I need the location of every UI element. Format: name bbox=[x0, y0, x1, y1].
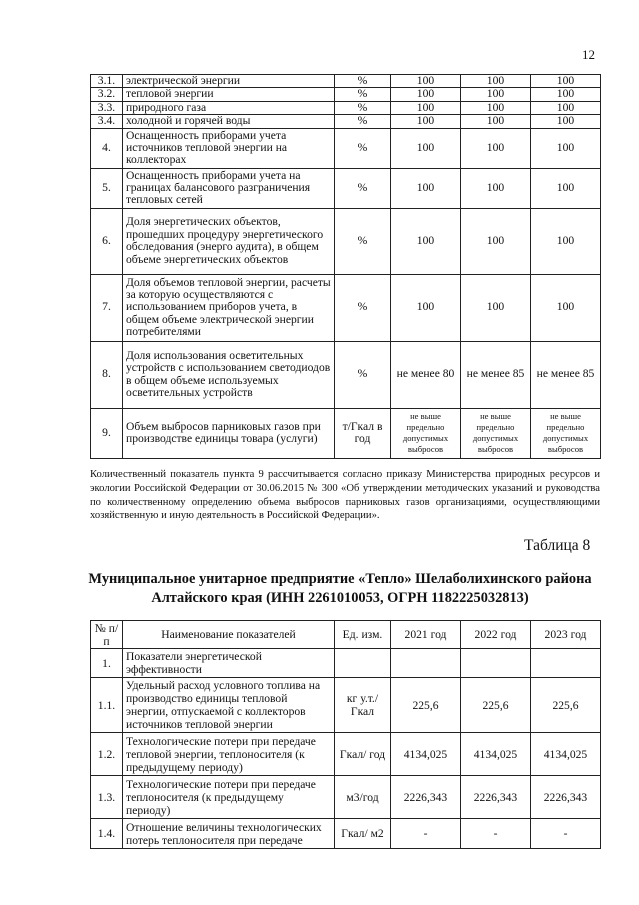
row-value-2023 bbox=[531, 649, 601, 678]
table-label: Таблица 8 bbox=[524, 537, 591, 554]
row-value-2021: не выше предельно допустимых выбросов bbox=[391, 408, 461, 458]
table-row bbox=[91, 341, 601, 408]
enterprise-indicators-table bbox=[90, 620, 601, 849]
row-value-2023: 100 bbox=[531, 75, 601, 88]
row-indicator: тепловой энергии bbox=[123, 88, 335, 101]
row-number: 1. bbox=[91, 649, 123, 678]
row-value-2022 bbox=[461, 649, 531, 678]
row-indicator: Технологические потери при передаче теплоносителя (к предыдущему периоду) bbox=[123, 776, 335, 819]
table-row bbox=[91, 776, 601, 819]
row-indicator: Отношение величины технологических потерь теплоносителя при передаче bbox=[123, 819, 335, 849]
row-number: 6. bbox=[91, 208, 123, 274]
row-unit: % bbox=[335, 128, 391, 168]
row-value-2023: - bbox=[531, 819, 601, 849]
row-value-2022: 100 bbox=[461, 208, 531, 274]
row-number: 3.4. bbox=[91, 115, 123, 128]
table-row bbox=[91, 733, 601, 776]
row-indicator: Технологические потери при передаче тепловой энергии, теплоносителя (к предыдущему периоду) bbox=[123, 733, 335, 776]
row-number: 3.3. bbox=[91, 101, 123, 114]
row-value-2022: не менее 85 bbox=[461, 341, 531, 408]
row-indicator: Доля объемов тепловой энергии, расчеты за которую осуществляются с использованием приборов учета, в общем объеме электрической энергии потребителями bbox=[123, 274, 335, 341]
row-indicator: Доля энергетических объектов, прошедших процедуру энергетического обследования (энерго аудита), в общем объеме энергетических объектов bbox=[123, 208, 335, 274]
table-row bbox=[91, 88, 601, 101]
row-value-2021: 100 bbox=[391, 101, 461, 114]
row-number: 1.1. bbox=[91, 678, 123, 733]
table-row bbox=[91, 128, 601, 168]
row-value-2021: 100 bbox=[391, 274, 461, 341]
header-number: № п/п bbox=[91, 621, 123, 649]
row-value-2023: 225,6 bbox=[531, 678, 601, 733]
row-value-2021: 100 bbox=[391, 115, 461, 128]
row-value-2023: 100 bbox=[531, 115, 601, 128]
row-unit: т/Гкал в год bbox=[335, 408, 391, 458]
row-value-2021 bbox=[391, 649, 461, 678]
row-value-2023: 100 bbox=[531, 101, 601, 114]
row-indicator: природного газа bbox=[123, 101, 335, 114]
table-row bbox=[91, 408, 601, 458]
row-value-2022: 100 bbox=[461, 101, 531, 114]
row-value-2021: 100 bbox=[391, 168, 461, 208]
row-number: 1.4. bbox=[91, 819, 123, 849]
row-unit: % bbox=[335, 101, 391, 114]
row-unit: % bbox=[335, 274, 391, 341]
row-value-2023: 100 bbox=[531, 274, 601, 341]
page-number: 12 bbox=[582, 47, 595, 62]
table-row bbox=[91, 168, 601, 208]
row-indicator: Доля использования осветительных устройств с использованием светодиодов в общем объеме используемых осветительных устройств bbox=[123, 341, 335, 408]
row-value-2022: 100 bbox=[461, 75, 531, 88]
row-unit: Гкал/ м2 bbox=[335, 819, 391, 849]
table-row bbox=[91, 101, 601, 114]
table-row bbox=[91, 75, 601, 88]
header-year-2023: 2023 год bbox=[531, 621, 601, 649]
header-indicator: Наименование показателей bbox=[123, 621, 335, 649]
row-value-2022: 225,6 bbox=[461, 678, 531, 733]
row-value-2022: 100 bbox=[461, 115, 531, 128]
table-header-row bbox=[91, 621, 601, 649]
row-value-2023: 2226,343 bbox=[531, 776, 601, 819]
row-value-2022: - bbox=[461, 819, 531, 849]
header-unit: Ед. изм. bbox=[335, 621, 391, 649]
row-unit: % bbox=[335, 88, 391, 101]
table-row bbox=[91, 678, 601, 733]
row-value-2022: 100 bbox=[461, 274, 531, 341]
footnote: Количественный показатель пункта 9 рассчитывается согласно приказу Министерства природных ресурсов и экологии Российской Федерации от 30.06.2015 № 300 «Об утверждении методических указаний и руководства по количественному определению объема выбросов парниковых газов организациями, осуществляющими хозяйственную и иную деятельность в Российской Федерации». bbox=[90, 469, 600, 522]
header-year-2022: 2022 год bbox=[461, 621, 531, 649]
row-value-2023: 100 bbox=[531, 208, 601, 274]
row-value-2022: не выше предельно допустимых выбросов bbox=[461, 408, 531, 458]
row-value-2023: 100 bbox=[531, 128, 601, 168]
row-value-2022: 100 bbox=[461, 168, 531, 208]
row-indicator: холодной и горячей воды bbox=[123, 115, 335, 128]
row-indicator: электрической энергии bbox=[123, 75, 335, 88]
section-heading: Муниципальное унитарное предприятие «Тепло» Шелаболихинского района Алтайского края (ИНН 2261010053, ОГРН 1182225032813) bbox=[88, 571, 592, 606]
row-value-2023: 100 bbox=[531, 88, 601, 101]
row-unit bbox=[335, 649, 391, 678]
row-value-2023: не выше предельно допустимых выбросов bbox=[531, 408, 601, 458]
row-value-2021: 2226,343 bbox=[391, 776, 461, 819]
row-number: 1.2. bbox=[91, 733, 123, 776]
row-indicator: Оснащенность приборами учета на границах балансового разграничения тепловых сетей bbox=[123, 168, 335, 208]
row-value-2021: 4134,025 bbox=[391, 733, 461, 776]
row-value-2023: 100 bbox=[531, 168, 601, 208]
row-number: 3.2. bbox=[91, 88, 123, 101]
row-unit: % bbox=[335, 75, 391, 88]
row-value-2022: 4134,025 bbox=[461, 733, 531, 776]
row-unit: % bbox=[335, 168, 391, 208]
row-indicator: Объем выбросов парниковых газов при производстве единицы товара (услуги) bbox=[123, 408, 335, 458]
row-unit: м3/год bbox=[335, 776, 391, 819]
row-number: 1.3. bbox=[91, 776, 123, 819]
row-value-2021: 100 bbox=[391, 208, 461, 274]
table-row bbox=[91, 649, 601, 678]
row-value-2022: 100 bbox=[461, 88, 531, 101]
row-number: 3.1. bbox=[91, 75, 123, 88]
row-number: 5. bbox=[91, 168, 123, 208]
row-value-2021: 100 bbox=[391, 75, 461, 88]
row-value-2023: 4134,025 bbox=[531, 733, 601, 776]
row-value-2021: не менее 80 bbox=[391, 341, 461, 408]
row-unit: % bbox=[335, 341, 391, 408]
table-row bbox=[91, 274, 601, 341]
indicators-table-continued bbox=[90, 74, 601, 459]
header-year-2021: 2021 год bbox=[391, 621, 461, 649]
row-indicator: Оснащенность приборами учета источников тепловой энергии на коллекторах bbox=[123, 128, 335, 168]
row-unit: % bbox=[335, 208, 391, 274]
row-value-2021: - bbox=[391, 819, 461, 849]
row-unit: Гкал/ год bbox=[335, 733, 391, 776]
row-value-2022: 2226,343 bbox=[461, 776, 531, 819]
row-number: 8. bbox=[91, 341, 123, 408]
table-row bbox=[91, 115, 601, 128]
row-value-2021: 225,6 bbox=[391, 678, 461, 733]
row-number: 9. bbox=[91, 408, 123, 458]
row-number: 7. bbox=[91, 274, 123, 341]
table-row bbox=[91, 819, 601, 849]
row-unit: кг у.т./ Гкал bbox=[335, 678, 391, 733]
row-indicator: Удельный расход условного топлива на производство единицы тепловой энергии, отпускаемой с коллекторов источников тепловой энергии bbox=[123, 678, 335, 733]
row-value-2021: 100 bbox=[391, 88, 461, 101]
row-number: 4. bbox=[91, 128, 123, 168]
row-value-2022: 100 bbox=[461, 128, 531, 168]
row-unit: % bbox=[335, 115, 391, 128]
row-indicator: Показатели энергетической эффективности bbox=[123, 649, 335, 678]
table-row bbox=[91, 208, 601, 274]
row-value-2023: не менее 85 bbox=[531, 341, 601, 408]
row-value-2021: 100 bbox=[391, 128, 461, 168]
